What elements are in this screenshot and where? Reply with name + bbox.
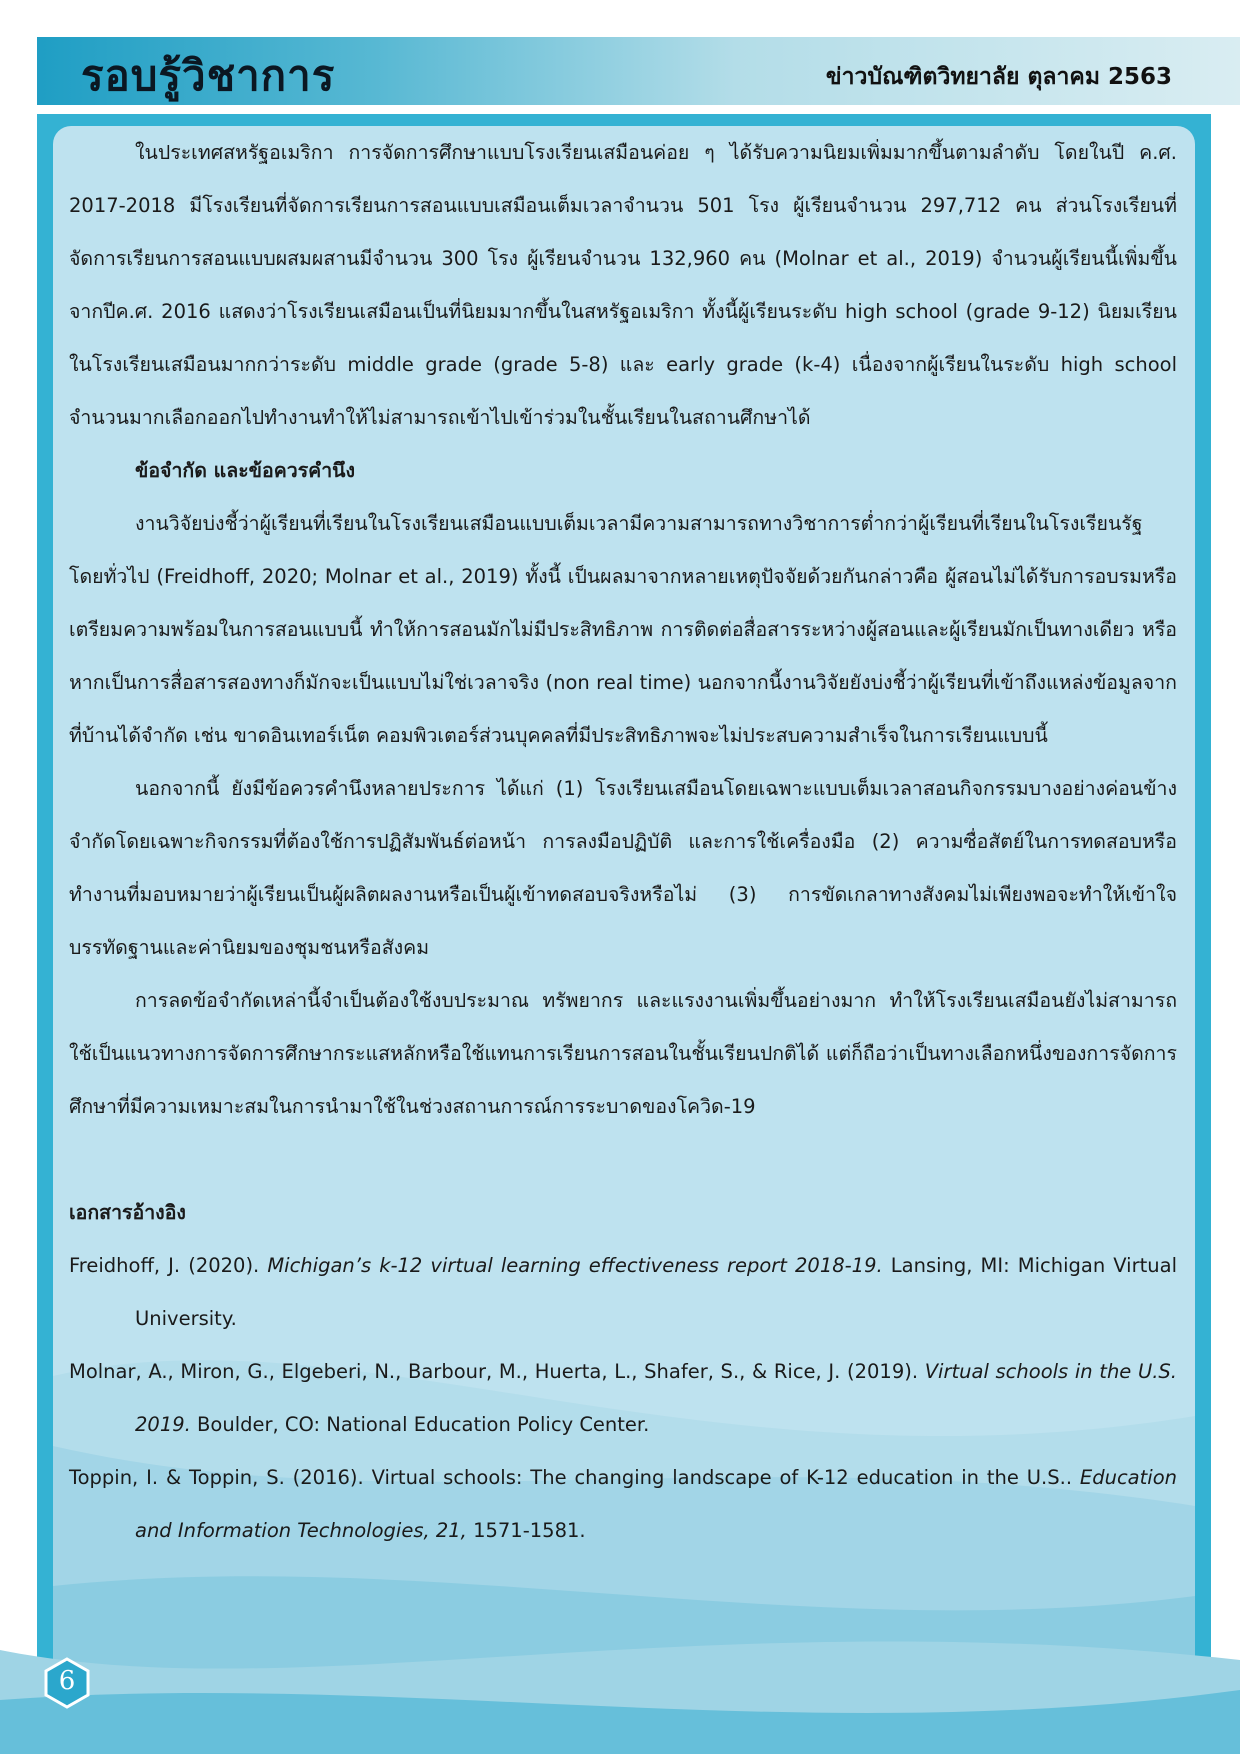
paragraph: งานวิจัยบ่งชี้ว่าผู้เรียนที่เรียนในโรงเรียนเสมือนแบบเต็มเวลามีความสามารถทางวิชาการต่ำกว่าผู้เรียนที่เรียนในโรงเรียนรัฐโดยทั่วไป (Freidhoff, 2020; Molnar et al., 2019) ทั้งนี้ เป็นผลมาจากหลายเหตุปัจจัยด้วยกันกล่าวคือ ผู้สอนไม่ได้รับการอบรมหรือเตรียมความพร้อมในการสอนแบบนี้ ทำให้การสอนมักไม่มีประสิทธิภาพ การติดต่อสื่อสารระหว่างผู้สอนและผู้เรียนมักเป็นทางเดียว หรือหากเป็นการสื่อสารสองทางก็มักจะเป็นแบบไม่ใช่เวลาจริง (non real time) นอกจากนี้งานวิจัยยังบ่งชี้ว่าผู้เรียนที่เข้าถึงแหล่งข้อมูลจากที่บ้านได้จำกัด เช่น ขาดอินเทอร์เน็ต คอมพิวเตอร์ส่วนบุคคลที่มีประสิทธิภาพจะไม่ประสบความสำเร็จในการเรียนแบบนี้ xyxy=(69,512,1177,747)
reference-item: Toppin, I. & Toppin, S. (2016). Virtual schools: The changing landscape of K-12 education in the U.S.. Education and Information Technologies, 21, 1571-1581. xyxy=(69,1466,1177,1542)
bottom-wave-decoration xyxy=(0,1560,1240,1754)
page-number-badge xyxy=(41,1657,93,1709)
references-title: เอกสารอ้างอิง xyxy=(69,1201,186,1224)
reference-item: Molnar, A., Miron, G., Elgeberi, N., Barbour, M., Huerta, L., Shafer, S., & Rice, J. (2019). Virtual schools in the U.S. 2019. Boulder, CO: National Education Policy Center. xyxy=(69,1360,1177,1436)
paragraph: การลดข้อจำกัดเหล่านี้จำเป็นต้องใช้งบประมาณ ทรัพยากร และแรงงานเพิ่มขึ้นอย่างมาก ทำให้โรงเรียนเสมือนยังไม่สามารถใช้เป็นแนวทางการจัดการศึกษากระแสหลักหรือใช้แทนการเรียนการสอนในชั้นเรียนปกติได้ แต่ก็ถือว่าเป็นทางเลือกหนึ่งของการจัดการศึกษาที่มีความเหมาะสมในการนำมาใช้ในช่วงสถานการณ์การระบาดของโควิด-19 xyxy=(69,989,1177,1118)
section-heading: ข้อจำกัด และข้อควรคำนึง xyxy=(135,459,356,482)
content-frame xyxy=(37,114,1211,1714)
paragraph: นอกจากนี้ ยังมีข้อควรคำนึงหลายประการ ได้แก่ (1) โรงเรียนเสมือนโดยเฉพาะแบบเต็มเวลาสอนกิจกรรมบางอย่างค่อนข้างจำกัดโดยเฉพาะกิจกรรมที่ต้องใช้การปฏิสัมพันธ์ต่อหน้า การลงมือปฏิบัติ และการใช้เครื่องมือ (2) ความซื่อสัตย์ในการทดสอบหรือทำงานที่มอบหมายว่าผู้เรียนเป็นผู้ผลิตผลงานหรือเป็นผู้เข้าทดสอบจริงหรือไม่ (3) การขัดเกลาทางสังคมไม่เพียงพอจะทำให้เข้าใจบรรทัดฐานและค่านิยมของชุมชนหรือสังคม xyxy=(69,777,1177,959)
article-text xyxy=(69,126,1177,1557)
section-brand: รอบรู้วิชาการ xyxy=(81,51,336,100)
paragraph: ในประเทศสหรัฐอเมริกา การจัดการศึกษาแบบโรงเรียนเสมือนค่อย ๆ ได้รับความนิยมเพิ่มมากขึ้นตามลำดับ โดยในปี ค.ศ. 2017-2018 มีโรงเรียนที่จัดการเรียนการสอนแบบเสมือนเต็มเวลาจำนวน 501 โรง ผู้เรียนจำนวน 297,712 คน ส่วนโรงเรียนที่จัดการเรียนการสอนแบบผสมผสานมีจำนวน 300 โรง ผู้เรียนจำนวน 132,960 คน (Molnar et al., 2019) จำนวนผู้เรียนนี้เพิ่มขึ้นจากปีค.ศ. 2016 แสดงว่าโรงเรียนเสมือนเป็นที่นิยมมากขึ้นในสหรัฐอเมริกา ทั้งนี้ผู้เรียนระดับ high school (grade 9-12) นิยมเรียนในโรงเรียนเสมือนมากกว่าระดับ middle grade (grade 5-8) และ early grade (k-4) เนื่องจากผู้เรียนในระดับ high school จำนวนมากเลือกออกไปทำงานทำให้ไม่สามารถเข้าไปเข้าร่วมในชั้นเรียนในสถานศึกษาได้ xyxy=(69,141,1177,429)
page-number: 6 xyxy=(58,1666,76,1696)
reference-item: Freidhoff, J. (2020). Michigan’s k-12 virtual learning effectiveness report 2018-19. Lansing, MI: Michigan Virtual University. xyxy=(69,1254,1177,1330)
page-header xyxy=(37,37,1240,105)
issue-title: ข่าวบัณฑิตวิทยาลัย ตุลาคม 2563 xyxy=(825,64,1172,90)
content-panel xyxy=(53,126,1195,1688)
